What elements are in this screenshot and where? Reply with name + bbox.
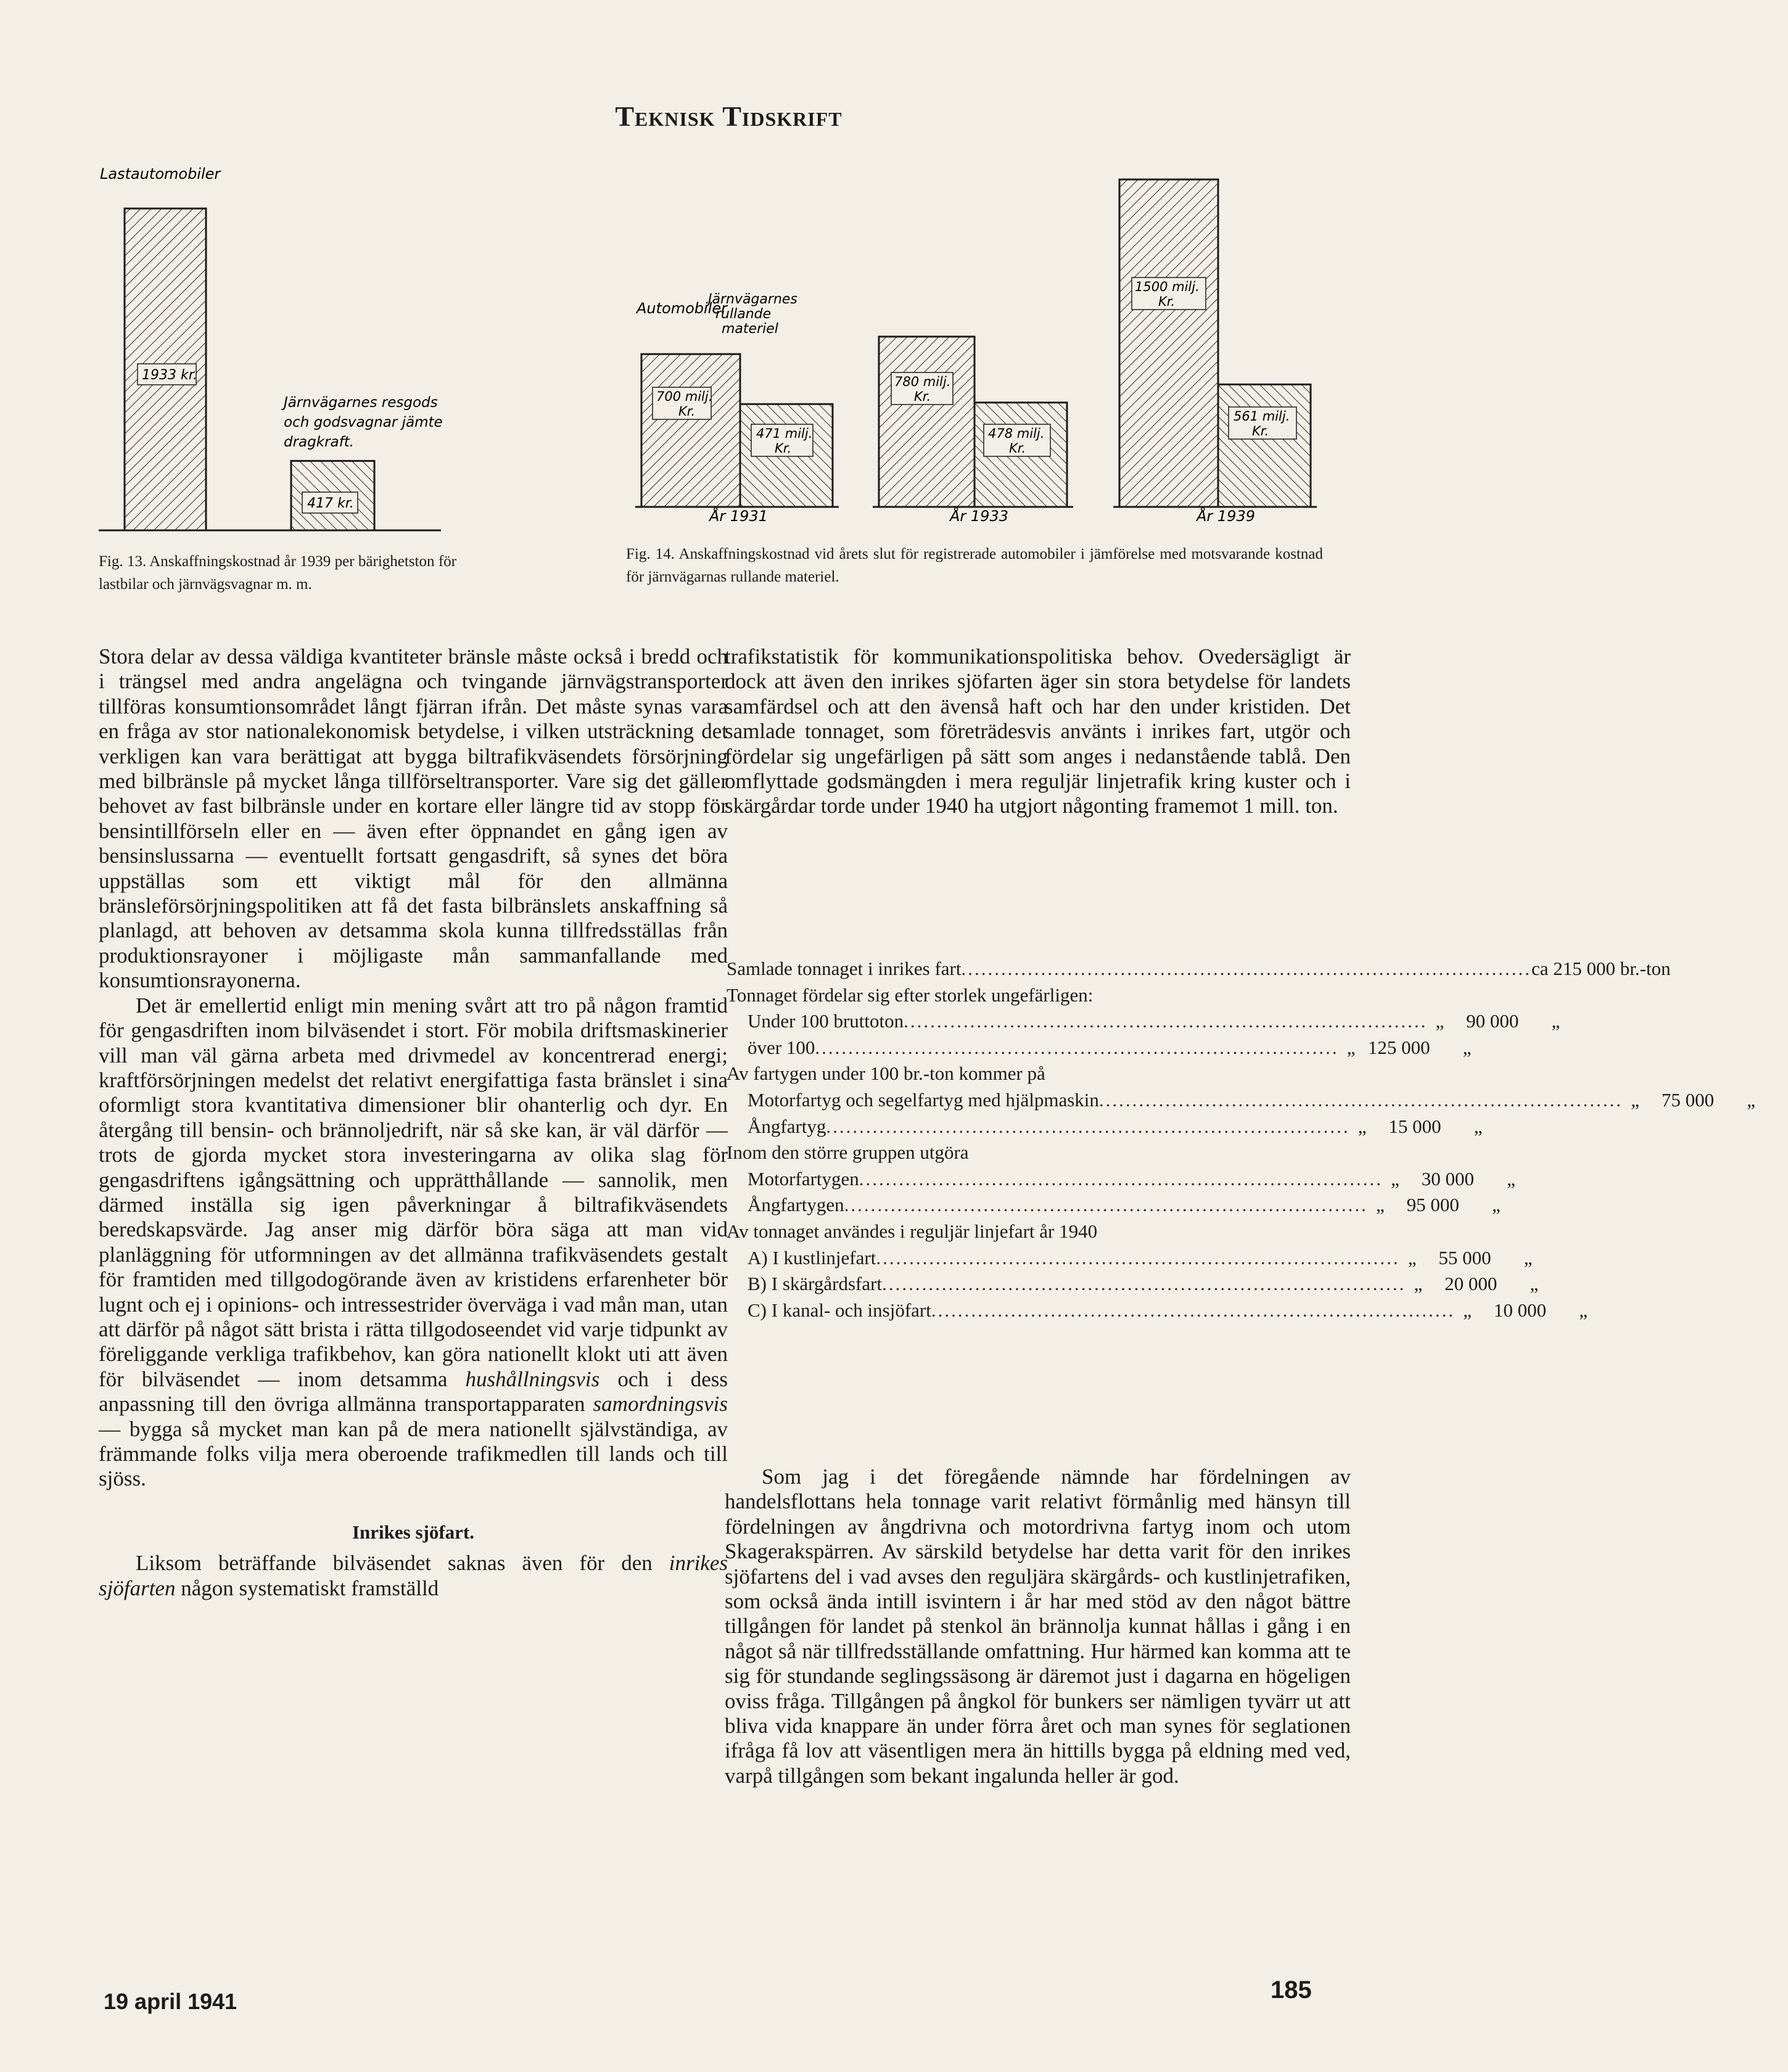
table-subheading: Inom den större gruppen utgöra [727, 1141, 969, 1164]
right-paragraph-1: trafikstatistik för kommunikationspolitiska behov. Ovedersägligt är dock att även den inrikes sjöfarten äger sin stora betydelse för landets samfärdsel och att den ävenså haft och har den under kristiden. Det samlade tonnaget, som företrädesvis använts i inrikes fart, utgör och fördelar sig ungefärligen på sätt som anges i nedanstående tablå. Den omflyttade godsmängden i mera reguljär linjetrafik kring kuster och i skärgårdar torde under 1940 ha utgjort någonting framemot 1 mill. ton. [725, 644, 1351, 818]
table-row-total: Samlade tonnaget i inrikes fart ...................................................................................... ca 215 000 br.-ton [727, 958, 1671, 979]
table-subheading: Av fartygen under 100 br.-ton kommer på [727, 1063, 1045, 1085]
table-row: Ångfartyg ............................................................................... „ 15 000 „ [748, 1115, 1483, 1137]
fig14-rail-1933-value: 478 milj. [988, 426, 1045, 441]
right-column-text-2 [725, 1465, 1351, 1788]
page-number: 185 [1271, 1976, 1312, 2004]
fig14-caption: Fig. 14. Anskaffningskostnad vid årets slut för registrerade automobiler i jämförelse med motsvarande kostnad för järnvägarnas rullande materiel. [626, 546, 1323, 585]
left-column [99, 644, 728, 1601]
fig13-railcars-label-1: Järnvägarnes resgods [284, 395, 438, 411]
fig14-auto-1939-value: 1500 milj. [1135, 279, 1200, 294]
table-row: B) I skärgårdsfart ............................................................................... „ 20 000 „ [748, 1273, 1539, 1295]
fig14-auto-1933-unit: Kr. [914, 389, 931, 404]
table-row: Motorfartygen ............................................................................... „ 30 000 „ [748, 1167, 1515, 1190]
fig14-year-1933: År 1933 [950, 508, 1008, 525]
fig14-rail-1939-value: 561 milj. [1234, 409, 1290, 424]
fig14-year-1939: År 1939 [1197, 508, 1255, 525]
fig14-legend-rail-2: rullande [715, 306, 772, 322]
fig14-rail-1933-unit: Kr. [1009, 441, 1026, 456]
table-row: C) I kanal- och insjöfart ............................................................................... „ 10 000 „ [748, 1299, 1588, 1321]
left-paragraph-2: Det är emellertid enligt min mening svårt att tro på någon framtid för gengasdriften inom bilväsendet i stort. För mobila driftsmaskinerier vill man väl gärna arbeta med drivmedel av koncentrerad energi; kraftförsörjningen medelst det relativt energifattiga fasta bränslet i sina oformligt stora kvantitativa dimensioner blir ohanterlig och dyr. En återgång till bensin- och brännoljedrift, när så ske kan, är väl därför — trots de gjorda mycket stora investeringarna av olika slag för gengasdriftens igångsättning och upprätthållande — sannolik, men därmed inställa sig igen påverkningar å biltrafikväsendets beredskapsvärde. Jag anser mig därför böra säga att man vid planläggning för utformningen av det allmänna trafikväsendets gestalt för framtiden med tillgodogörande även av kristidens erfarenheter bör lugnt och ej i opinions- och intressestrider överväga i vad mån man, utan att därför på något sätt brista i rätta tillgodoseendet vid varje tidpunkt av föreliggande verkliga trafikbehov, kan göra nationellt klokt uti att även för bilväsendet — inom detsamma hushållningsvis och i dess anpassning till den övriga allmänna transportapparaten samordningsvis — bygga så mycket man kan på de mera nationellt självständiga, av främmande folks vilja mera oberoende trafikmedlen till lands och till sjöss. [99, 993, 728, 1491]
table-row: Under 100 bruttoton ............................................................................... „ 90 000 „ [748, 1010, 1560, 1032]
fig13-chart [99, 166, 444, 536]
table-row: över 100 ............................................................................... „ 125 000 „ [748, 1036, 1472, 1058]
fig14-auto-1931-unit: Kr. [678, 404, 696, 419]
fig14-auto-1931-value: 700 milj. [656, 389, 713, 404]
fig13-railcars-label-3: dragkraft. [284, 434, 355, 450]
fig13-caption: Fig. 13. Anskaffningskostnad år 1939 per bärighetston för lastbilar och järnvägsvagnar m. m. [99, 553, 456, 593]
fig14-chart [635, 148, 1320, 530]
footer-date: 19 april 1941 [104, 1989, 237, 2014]
fig13-bar-railcars-value: 417 kr. [307, 496, 354, 511]
fig14-bar-auto-1939 [1119, 179, 1218, 507]
right-column-text [725, 644, 1351, 819]
fig13-label: Lastautomobiler [100, 165, 221, 183]
fig13-bar-trucks-value: 1933 kr. [142, 368, 197, 383]
fig13-railcars-label-2: och godsvagnar jämte [284, 414, 443, 430]
fig14-bar-auto-1931 [641, 354, 740, 507]
fig14-legend-rail-3: materiel [722, 321, 778, 337]
table-subheading: Tonnaget fördelar sig efter storlek ungefärligen: [727, 984, 1094, 1006]
fig14-legend-automobiles: Automobiler [637, 300, 727, 317]
section-heading-inrikes-sjofart: Inrikes sjöfart. [352, 1521, 475, 1543]
table-row: Motorfartyg och segelfartyg med hjälpmaskin ............................................................................... „ 75 000 „ [748, 1088, 1756, 1111]
fig14-bar-rail-1939 [1218, 384, 1311, 507]
table-row: A) I kustlinjefart ............................................................................... „ 55 000 „ [748, 1246, 1533, 1268]
fig14-auto-1939-unit: Kr. [1158, 294, 1176, 309]
fig14-rail-1931-value: 471 milj. [756, 426, 813, 441]
right-paragraph-2: Som jag i det föregående nämnde har fördelningen av handelsflottans hela tonnage varit relativt förmånlig med hänsyn till fördelningen av ångdrivna och motordrivna fartyg inom och utom Skagerakspärren. Av särskild betydelse har detta varit för den inrikes sjöfartens del i vad avses den reguljära skärgårds- och kustlinjetrafiken, som också ända intill isvintern i år har med stöd av den något bättre tillgången för landet på stenkol än brännolja kunnat hållas i gång i en något så när tillfredsställande omfattning. Hur härmed kan komma att te sig för stundande seglingssäsong är däremot just i dagarna en högeligen oviss fråga. Tillgången på ångkol för bunkers ser nämligen tyvärr ut att bliva vida knappare än under förra året och man synes för seglationen ifråga få lov att väsentligen mera än hittills bygga på eldning med ved, varpå tillgången som bekant ingalunda heller är god. [725, 1465, 1351, 1788]
fig14-legend-rail-1: Järnvägarnes [708, 292, 797, 307]
left-paragraph-3: Liksom beträffande bilväsendet saknas även för den inrikes sjöfarten någon systematiskt framställd [99, 1551, 728, 1600]
table-subheading: Av tonnaget användes i reguljär linjefart år 1940 [727, 1220, 1098, 1242]
left-paragraph-1: Stora delar av dessa väldiga kvantiteter bränsle måste också i bredd och i trängsel med andra angelägna och tvingande järnvägstransporter tillföras konsumtionsområdet långt fjärran ifrån. Det måste synas vara en fråga av stor nationalekonomisk betydelse, i vilken utsträckning det verkligen kan vara berättigat att bygga biltrafikväsendets försörjning med bilbränsle på mycket långa tillförseltransporter. Vare sig det gäller behovet av fast bilbränsle under en kortare eller längre tid av stopp för bensintillförseln eller en — även efter öppnandet en gång igen av bensinslussarna — eventuellt fortsatt gengasdrift, så synes det böra uppställas som ett viktigt mål för den allmänna bränsleförsörjningspolitiken att få det fasta bilbränslets anskaffning så planlagd, att behoven av detsamma skola kunna tillfredsställas från produktionsrayoner i möjligaste mån sammanfallande med konsumtionsrayonerna. [99, 644, 728, 993]
tonnage-table [727, 956, 1756, 1323]
emphasis-inrikes-sjofarten: inrikes sjöfarten [99, 1551, 728, 1600]
emphasis-samordningsvis: samordningsvis [593, 1392, 728, 1416]
fig14-bar-auto-1933 [879, 337, 974, 507]
fig14-year-1931: År 1931 [709, 508, 768, 525]
emphasis-hushallningsvis: hushållningsvis [465, 1367, 600, 1391]
fig14-auto-1933-value: 780 milj. [894, 374, 951, 389]
journal-title: Teknisk Tidskrift [615, 101, 843, 132]
fig14-rail-1939-unit: Kr. [1252, 424, 1269, 438]
table-row: Ångfartygen ............................................................................... „ 95 000 „ [748, 1194, 1501, 1216]
fig14-rail-1931-unit: Kr. [775, 441, 792, 456]
